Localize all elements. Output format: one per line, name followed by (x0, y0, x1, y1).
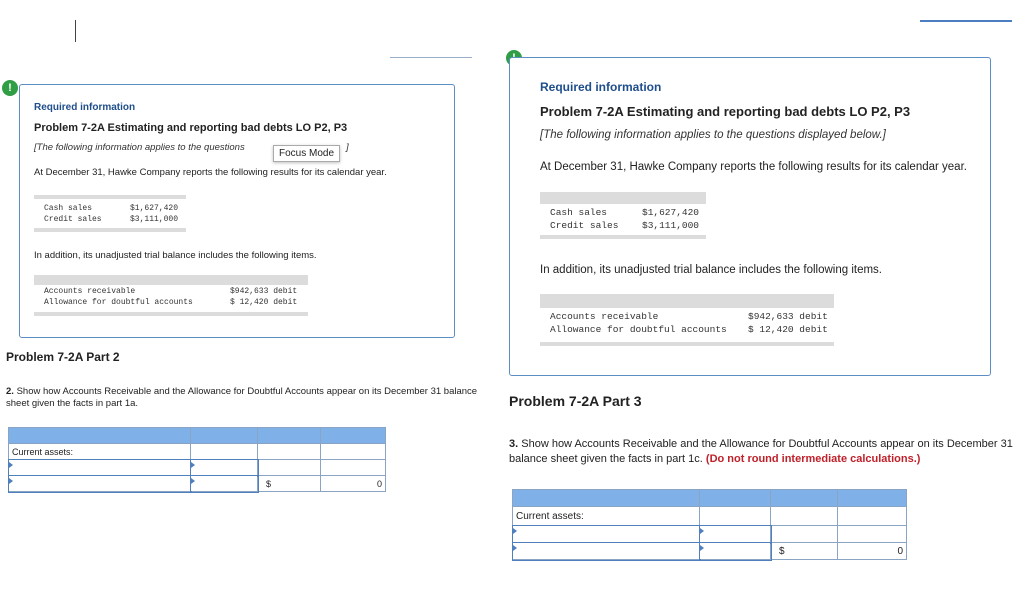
total-value: 0 (321, 476, 386, 492)
text-cursor (75, 20, 76, 42)
amount-input-1[interactable] (191, 460, 258, 476)
required-info-heading: Required information (540, 80, 662, 94)
part-title: Problem 7-2A Part 3 (509, 393, 642, 409)
sales-table: Cash sales $1,627,420 Credit sales $3,111,000 (44, 204, 179, 224)
rounding-warning: (Do not round intermediate calculations.) (705, 453, 921, 465)
currency-symbol: $ (771, 543, 838, 560)
total-value: 0 (838, 543, 907, 560)
amount-input-2[interactable] (191, 476, 258, 492)
addition-text: In addition, its unadjusted trial balance includes the following items. (540, 264, 883, 276)
part-title: Problem 7-2A Part 2 (6, 350, 120, 364)
sales-table: Cash sales $1,627,420 Credit sales $3,111,000 (550, 207, 700, 231)
answer-table (512, 489, 907, 560)
problem-title: Problem 7-2A Estimating and reporting bad debts LO P2, P3 (34, 122, 348, 134)
intro-text: At December 31, Hawke Company reports the following results for its calendar year. (34, 167, 387, 178)
current-assets-label: Current assets: (9, 444, 191, 460)
account-input-1[interactable] (513, 526, 700, 543)
divider-line (390, 57, 472, 58)
italic-note: [The following information applies to the questions (34, 142, 245, 153)
trial-balance-table: Accounts receivable $942,633 debit Allowance for doubtful accounts $ 12,420 debit (550, 311, 828, 335)
answer-table (8, 427, 386, 492)
italic-note: [The following information applies to the questions displayed below.] (540, 129, 886, 141)
account-input-1[interactable] (9, 460, 191, 476)
required-info-heading: Required information (34, 102, 136, 113)
question-text: 3. Show how Accounts Receivable and the Allowance for Doubtful Accounts appear on its December 31 balance sheet given the facts in part 1c. (Do not round intermediate calculations.) (509, 438, 1013, 465)
currency-symbol: $ (258, 476, 321, 492)
current-assets-label: Current assets: (513, 507, 700, 526)
account-input-2[interactable] (513, 543, 700, 560)
required-info-box: Required information Problem 7-2A Estimating and reporting bad debts LO P2, P3 [The following information applies to the questions ] Focus Mode At December 31, Hawke Company reports the following results for its calendar year. Cash sales $1,627,420 Credit sales $3,111,000 In addition, its unadjusted trial balance includes the following items. Accounts receivable $942,633 debit Allowance for doubtful accounts $ 12,420 debit (19, 84, 455, 338)
account-input-2[interactable] (9, 476, 191, 492)
intro-text: At December 31, Hawke Company reports the following results for its calendar year. (540, 161, 967, 173)
required-info-box (509, 57, 991, 376)
trial-balance-table: Accounts receivable $942,633 debit Allowance for doubtful accounts $ 12,420 debit (44, 287, 298, 307)
problem-title: Problem 7-2A Estimating and reporting bad debts LO P2, P3 (540, 104, 911, 119)
alert-icon: ! (2, 80, 18, 96)
focus-mode-tooltip[interactable]: Focus Mode (273, 145, 340, 162)
amount-input-1[interactable] (700, 526, 771, 543)
question-text: 2. Show how Accounts Receivable and the Allowance for Doubtful Accounts appear on its December 31 balance sheet given the facts in part 1a. (6, 386, 478, 409)
divider-line (920, 20, 1012, 22)
addition-text: In addition, its unadjusted trial balance includes the following items. (34, 250, 317, 261)
amount-input-2[interactable] (700, 543, 771, 560)
